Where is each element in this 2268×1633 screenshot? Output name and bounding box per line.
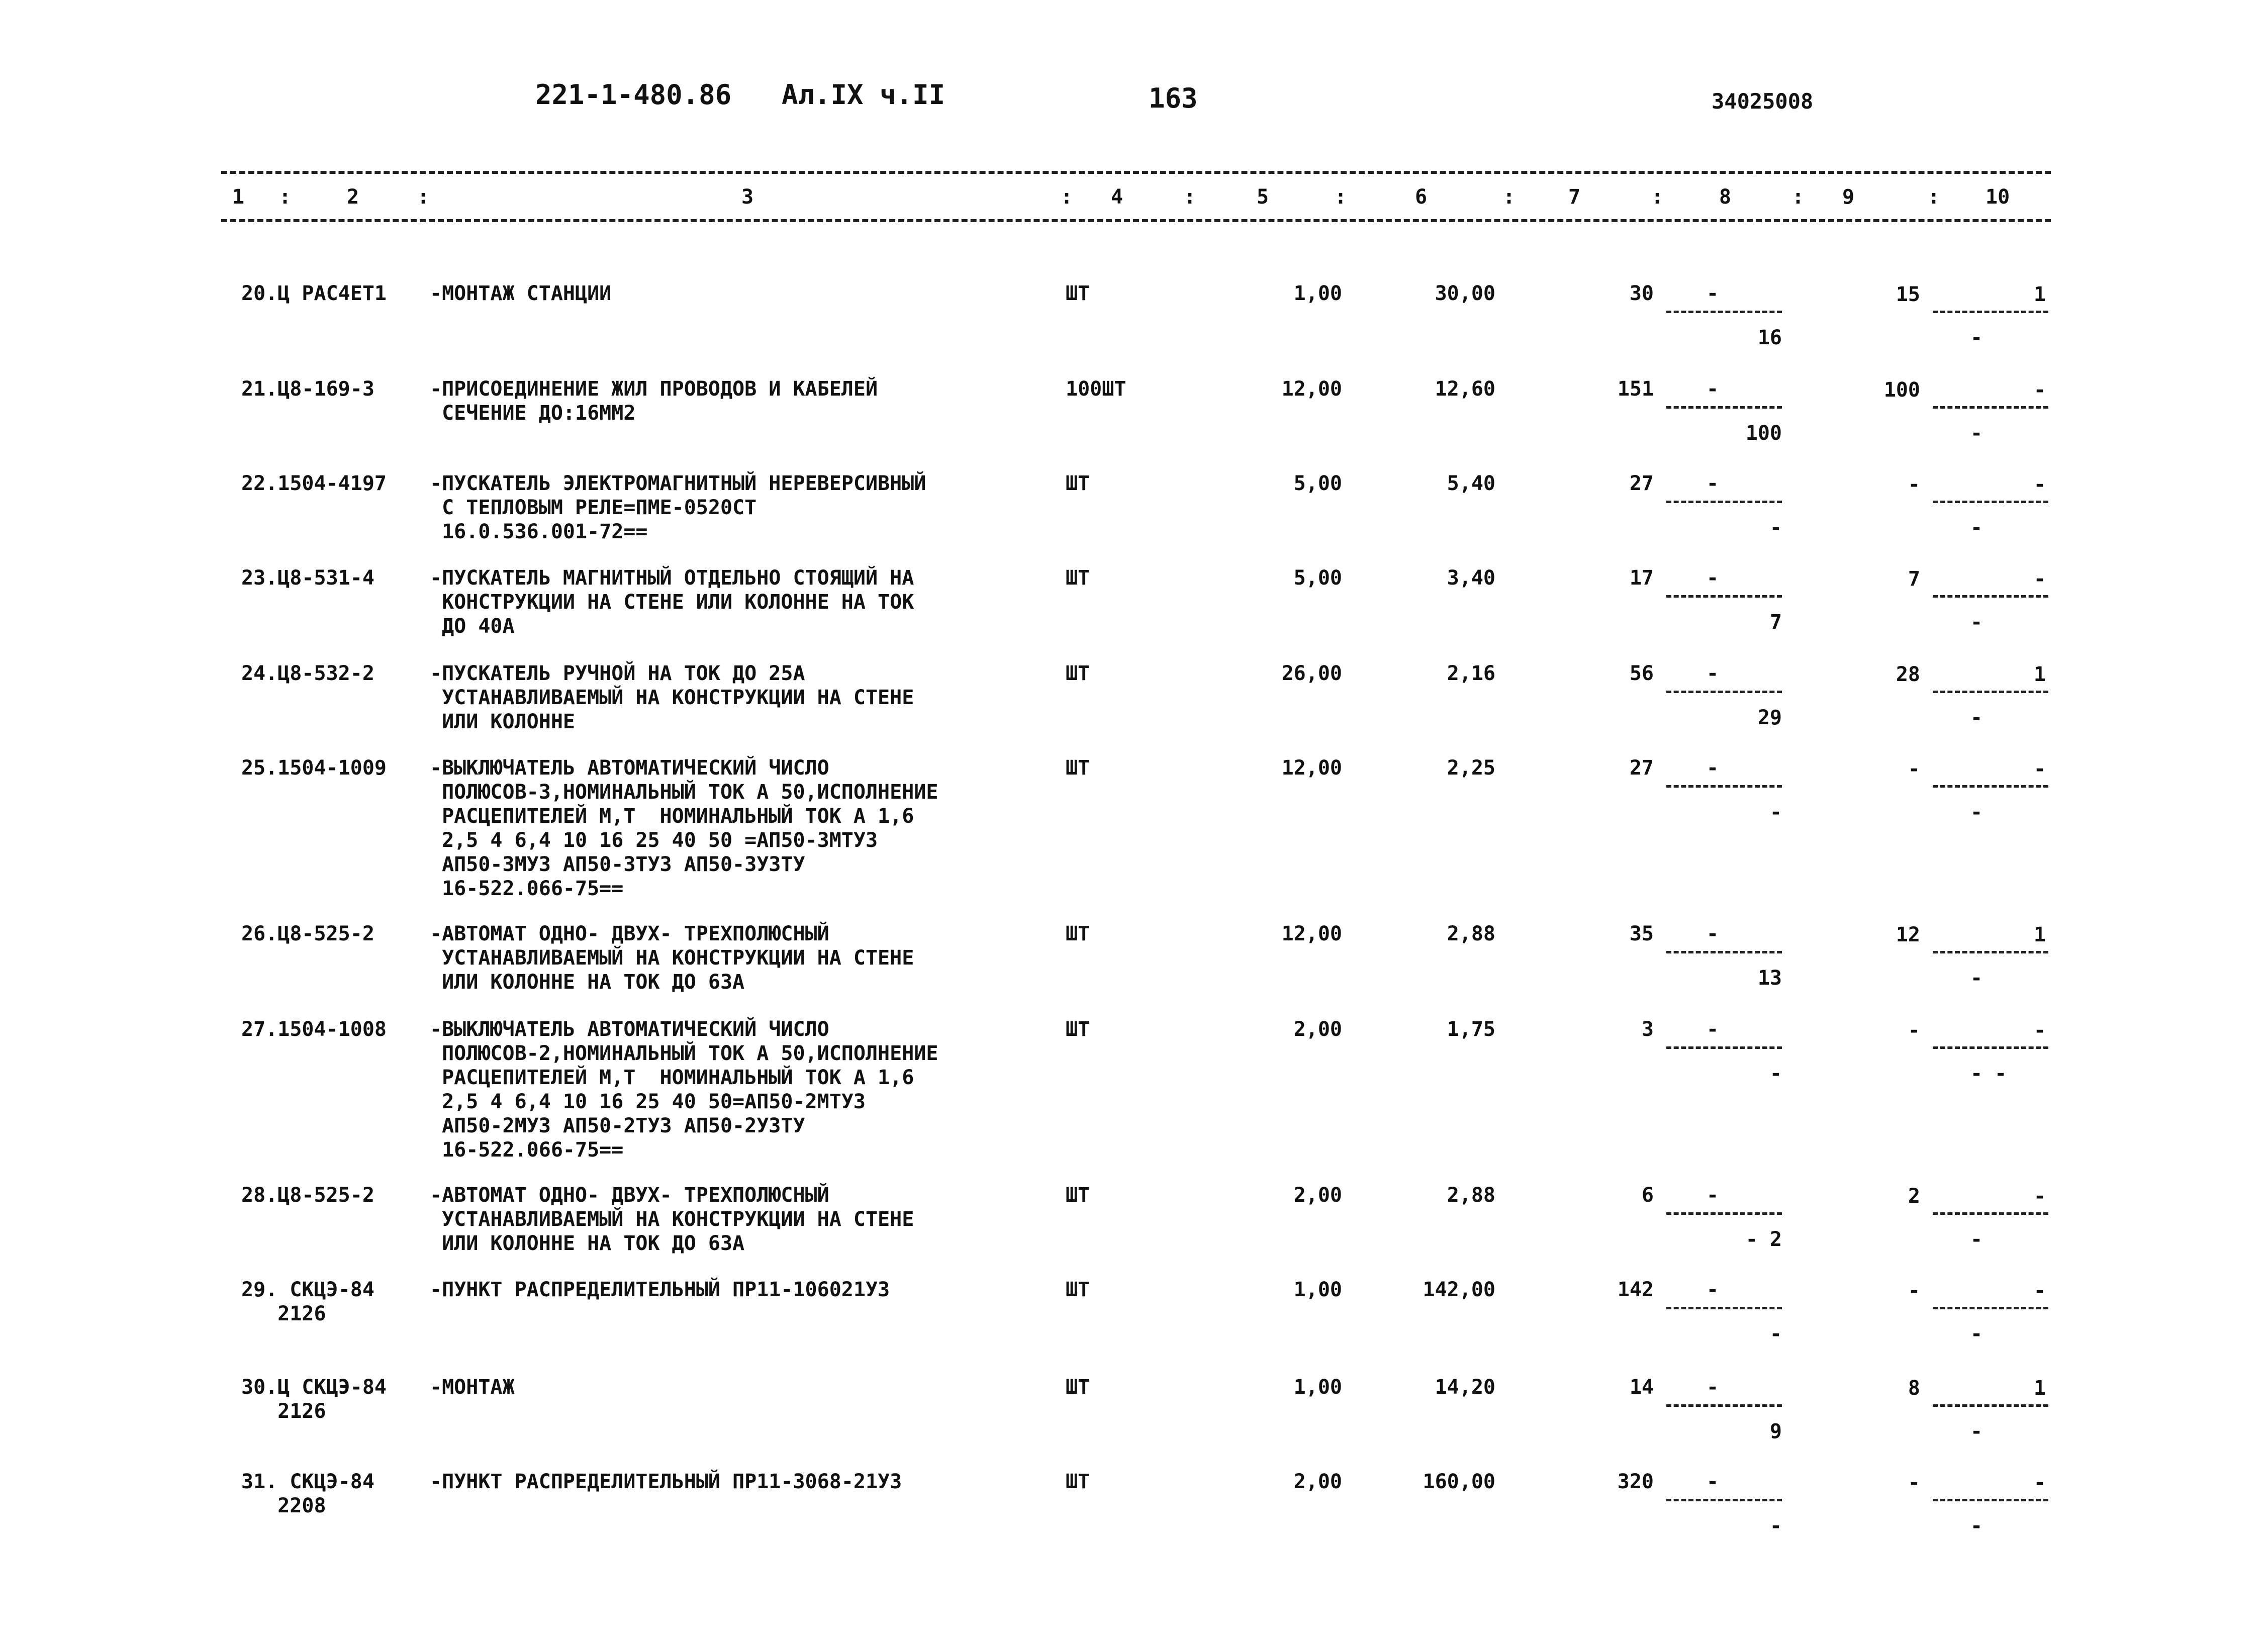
row-code: 21.Ц8-169-3 [241, 377, 374, 401]
col10-fraction-line [1933, 691, 2048, 693]
row-price: 1,75 [1447, 1018, 1495, 1041]
row-description: -ПУСКАТЕЛЬ МАГНИТНЫЙ ОТДЕЛЬНО СТОЯЩИЙ НА КОНСТРУКЦИИ НА СТЕНЕ ИЛИ КОЛОННЕ НА ТОК ДО 40А [430, 566, 914, 638]
row-price: 160,00 [1423, 1470, 1495, 1493]
col8-bottom: - [1769, 1062, 1782, 1085]
row-total: 35 [1629, 922, 1654, 945]
row-quantity: 2,00 [1293, 1470, 1342, 1493]
col8-top: - [1707, 1018, 1719, 1041]
col8-top: - [1707, 282, 1719, 305]
col9-value: - [1908, 473, 1920, 496]
row-total: 142 [1617, 1278, 1654, 1301]
col8-fraction-line [1666, 1212, 1782, 1215]
col10-fraction-line [1933, 595, 2048, 598]
row-unit: 100ШТ [1066, 377, 1126, 401]
col8-fraction-line [1666, 595, 1782, 598]
row-description: -АВТОМАТ ОДНО- ДВУХ- ТРЕХПОЛЮСНЫЙ УСТАНАВЛИВАЕМЫЙ НА КОНСТРУКЦИИ НА СТЕНЕ ИЛИ КОЛОННЕ НА ТОК ДО 63А [430, 922, 914, 994]
col10-bottom: - - [1970, 1062, 2007, 1085]
column-number: 8 [1719, 185, 1732, 209]
col8-bottom: 7 [1769, 611, 1782, 634]
row-unit: ШТ [1066, 566, 1090, 590]
row-code: 26.Ц8-525-2 [241, 922, 374, 945]
col9-value: 8 [1908, 1377, 1920, 1400]
row-price: 30,00 [1435, 282, 1495, 305]
row-description: -МОНТАЖ [430, 1376, 515, 1399]
row-quantity: 12,00 [1281, 377, 1342, 401]
column-number: 3 [741, 185, 754, 209]
col8-fraction-line [1666, 406, 1782, 409]
row-total: 30 [1629, 282, 1654, 305]
column-separator: : [417, 185, 430, 209]
column-number: 4 [1111, 185, 1123, 209]
row-description: -ВЫКЛЮЧАТЕЛЬ АВТОМАТИЧЕСКИЙ ЧИСЛО ПОЛЮСОВ-3,НОМИНАЛЬНЫЙ ТОК А 50,ИСПОЛНЕНИЕ РАСЦЕПИТЕЛЕЙ М,Т НОМИНАЛЬНЫЙ ТОК А 1,6 2,5 4 6,4 10 16 25 40 50 =АП50-3МТУ3 АП50-3МУ3 АП50-3ТУ3 АП50-3У3ТУ 16-522.066-75== [430, 756, 938, 900]
header-rule-top [221, 171, 2051, 174]
doc-number: 34025008 [1712, 89, 1814, 114]
col10-top: - [2033, 1471, 2046, 1494]
col8-fraction-line [1666, 1499, 1782, 1501]
col10-top: - [2033, 1185, 2046, 1208]
col8-fraction-line [1666, 311, 1782, 313]
col10-bottom: - [1970, 967, 1983, 990]
row-description: -ПУНКТ РАСПРЕДЕЛИТЕЛЬНЫЙ ПР11-106021У3 [430, 1278, 890, 1301]
row-quantity: 1,00 [1293, 1278, 1342, 1301]
row-description: -ВЫКЛЮЧАТЕЛЬ АВТОМАТИЧЕСКИЙ ЧИСЛО ПОЛЮСОВ-2,НОМИНАЛЬНЫЙ ТОК А 50,ИСПОЛНЕНИЕ РАСЦЕПИТЕЛЕЙ М,Т НОМИНАЛЬНЫЙ ТОК А 1,6 2,5 4 6,4 10 16 25 40 50=АП50-2МТУ3 АП50-2МУ3 АП50-2ТУ3 АП50-2У3ТУ 16-522.066-75== [430, 1018, 938, 1162]
row-total: 56 [1629, 662, 1654, 685]
row-price: 14,20 [1435, 1376, 1495, 1399]
col10-top: - [2033, 1279, 2046, 1302]
column-number: 2 [347, 185, 359, 209]
row-code: 28.Ц8-525-2 [241, 1184, 374, 1207]
col8-top: - [1707, 662, 1719, 685]
column-number: 10 [1986, 185, 2010, 209]
album-ref: Ал.IX ч.II [782, 79, 946, 111]
col8-bottom: - 2 [1745, 1228, 1782, 1251]
column-separator: : [279, 185, 292, 209]
row-code: 23.Ц8-531-4 [241, 566, 374, 590]
row-price: 12,60 [1435, 377, 1495, 401]
col10-bottom: - [1970, 706, 1983, 729]
row-code: 31. СКЦЭ-84 2208 [241, 1470, 374, 1517]
row-quantity: 2,00 [1293, 1184, 1342, 1207]
col10-top: 1 [2033, 1377, 2046, 1400]
column-number: 9 [1842, 185, 1855, 209]
col8-top: - [1707, 1184, 1719, 1207]
col9-value: 100 [1883, 378, 1920, 402]
col10-fraction-line [1933, 951, 2048, 953]
row-unit: ШТ [1066, 1278, 1090, 1301]
row-description: -АВТОМАТ ОДНО- ДВУХ- ТРЕХПОЛЮСНЫЙ УСТАНАВЛИВАЕМЫЙ НА КОНСТРУКЦИИ НА СТЕНЕ ИЛИ КОЛОННЕ НА ТОК ДО 63А [430, 1184, 914, 1255]
col8-fraction-line [1666, 501, 1782, 503]
row-unit: ШТ [1066, 1376, 1090, 1399]
column-number: 1 [232, 185, 245, 209]
col10-bottom: - [1970, 1514, 1983, 1538]
row-code: 24.Ц8-532-2 [241, 662, 374, 685]
col10-bottom: - [1970, 801, 1983, 824]
row-price: 142,00 [1423, 1278, 1495, 1301]
row-total: 27 [1629, 756, 1654, 780]
col8-bottom: 9 [1769, 1420, 1782, 1443]
row-unit: ШТ [1066, 756, 1090, 780]
doc-code: 221-1-480.86 [535, 79, 732, 111]
row-price: 2,16 [1447, 662, 1495, 685]
col10-top: 1 [2033, 923, 2046, 946]
row-description: -ПУНКТ РАСПРЕДЕЛИТЕЛЬНЫЙ ПР11-3068-21У3 [430, 1470, 902, 1493]
row-quantity: 5,00 [1293, 472, 1342, 495]
row-price: 5,40 [1447, 472, 1495, 495]
col8-bottom: 100 [1745, 422, 1782, 445]
row-description: -ПУСКАТЕЛЬ ЭЛЕКТРОМАГНИТНЫЙ НЕРЕВЕРСИВНЫЙ С ТЕПЛОВЫМ РЕЛЕ=ПМЕ-0520СТ 16.0.536.001-72== [430, 472, 926, 543]
row-price: 3,40 [1447, 566, 1495, 590]
column-number: 5 [1257, 185, 1269, 209]
col9-value: - [1908, 757, 1920, 781]
col8-bottom: 16 [1757, 326, 1782, 349]
col10-top: - [2033, 473, 2046, 496]
row-quantity: 1,00 [1293, 1376, 1342, 1399]
row-code: 22.1504-4197 [241, 472, 387, 495]
col8-fraction-line [1666, 1046, 1782, 1049]
col9-value: 7 [1908, 567, 1920, 591]
row-total: 27 [1629, 472, 1654, 495]
col8-bottom: - [1769, 1322, 1782, 1346]
col8-bottom: - [1769, 801, 1782, 824]
col10-bottom: - [1970, 326, 1983, 349]
row-total: 3 [1641, 1018, 1654, 1041]
row-description: -МОНТАЖ СТАНЦИИ [430, 282, 612, 305]
row-unit: ШТ [1066, 662, 1090, 685]
row-total: 151 [1617, 377, 1654, 401]
row-price: 2,25 [1447, 756, 1495, 780]
col8-top: - [1707, 1376, 1719, 1399]
row-description: -ПУСКАТЕЛЬ РУЧНОЙ НА ТОК ДО 25А УСТАНАВЛИВАЕМЫЙ НА КОНСТРУКЦИИ НА СТЕНЕ ИЛИ КОЛОННЕ [430, 662, 914, 733]
col8-fraction-line [1666, 785, 1782, 788]
col10-top: - [2033, 1019, 2046, 1042]
col10-fraction-line [1933, 1212, 2048, 1215]
row-code: 25.1504-1009 [241, 756, 387, 780]
row-total: 320 [1617, 1470, 1654, 1493]
col10-fraction-line [1933, 1499, 2048, 1501]
row-code: 27.1504-1008 [241, 1018, 387, 1041]
row-quantity: 12,00 [1281, 756, 1342, 780]
row-quantity: 5,00 [1293, 566, 1342, 590]
col8-top: - [1707, 377, 1719, 401]
row-unit: ШТ [1066, 922, 1090, 945]
row-quantity: 12,00 [1281, 922, 1342, 945]
col10-top: 1 [2033, 283, 2046, 306]
col8-top: - [1707, 756, 1719, 780]
row-quantity: 26,00 [1281, 662, 1342, 685]
row-unit: ШТ [1066, 472, 1090, 495]
col9-value: 15 [1896, 283, 1920, 306]
row-code: 29. СКЦЭ-84 2126 [241, 1278, 374, 1325]
col8-top: - [1707, 922, 1719, 945]
column-separator: : [1335, 185, 1347, 209]
page-number: 163 [1149, 82, 1198, 114]
row-total: 6 [1641, 1184, 1654, 1207]
col10-fraction-line [1933, 501, 2048, 503]
row-code: 20.Ц РАС4ЕТ1 [241, 282, 387, 305]
header-rule-bottom [221, 219, 2051, 222]
column-separator: : [1061, 185, 1073, 209]
column-separator: : [1503, 185, 1516, 209]
row-quantity: 1,00 [1293, 282, 1342, 305]
column-number: 7 [1568, 185, 1581, 209]
row-unit: ШТ [1066, 1018, 1090, 1041]
col8-top: - [1707, 1470, 1719, 1493]
column-number: 6 [1415, 185, 1428, 209]
row-price: 2,88 [1447, 922, 1495, 945]
col10-top: 1 [2033, 663, 2046, 686]
col10-fraction-line [1933, 311, 2048, 313]
col10-bottom: - [1970, 1420, 1983, 1443]
col10-fraction-line [1933, 1307, 2048, 1309]
col8-bottom: - [1769, 516, 1782, 539]
col10-fraction-line [1933, 785, 2048, 788]
col10-bottom: - [1970, 1322, 1983, 1346]
col10-top: - [2033, 757, 2046, 781]
row-price: 2,88 [1447, 1184, 1495, 1207]
col9-value: - [1908, 1471, 1920, 1494]
col9-value: - [1908, 1019, 1920, 1042]
column-separator: : [1928, 185, 1940, 209]
column-separator: : [1792, 185, 1805, 209]
col10-fraction-line [1933, 1046, 2048, 1049]
col8-bottom: 29 [1757, 706, 1782, 729]
col10-top: - [2033, 567, 2046, 591]
col8-top: - [1707, 1278, 1719, 1301]
col8-fraction-line [1666, 1307, 1782, 1309]
col9-value: - [1908, 1279, 1920, 1302]
row-quantity: 2,00 [1293, 1018, 1342, 1041]
col8-fraction-line [1666, 951, 1782, 953]
col9-value: 2 [1908, 1185, 1920, 1208]
col9-value: 12 [1896, 923, 1920, 946]
col8-fraction-line [1666, 691, 1782, 693]
col10-bottom: - [1970, 422, 1983, 445]
row-unit: ШТ [1066, 282, 1090, 305]
row-description: -ПРИСОЕДИНЕНИЕ ЖИЛ ПРОВОДОВ И КАБЕЛЕЙ СЕЧЕНИЕ ДО:16ММ2 [430, 377, 878, 425]
column-separator: : [1184, 185, 1196, 209]
col10-bottom: - [1970, 611, 1983, 634]
row-unit: ШТ [1066, 1184, 1090, 1207]
col10-fraction-line [1933, 406, 2048, 409]
col8-top: - [1707, 472, 1719, 495]
column-separator: : [1651, 185, 1664, 209]
row-unit: ШТ [1066, 1470, 1090, 1493]
col8-bottom: - [1769, 1514, 1782, 1538]
col10-fraction-line [1933, 1404, 2048, 1407]
row-total: 17 [1629, 566, 1654, 590]
col10-top: - [2033, 378, 2046, 402]
col10-bottom: - [1970, 516, 1983, 539]
col8-fraction-line [1666, 1404, 1782, 1407]
col8-top: - [1707, 566, 1719, 590]
row-total: 14 [1629, 1376, 1654, 1399]
col9-value: 28 [1896, 663, 1920, 686]
row-code: 30.Ц СКЦЭ-84 2126 [241, 1376, 387, 1423]
col10-bottom: - [1970, 1228, 1983, 1251]
col8-bottom: 13 [1757, 967, 1782, 990]
